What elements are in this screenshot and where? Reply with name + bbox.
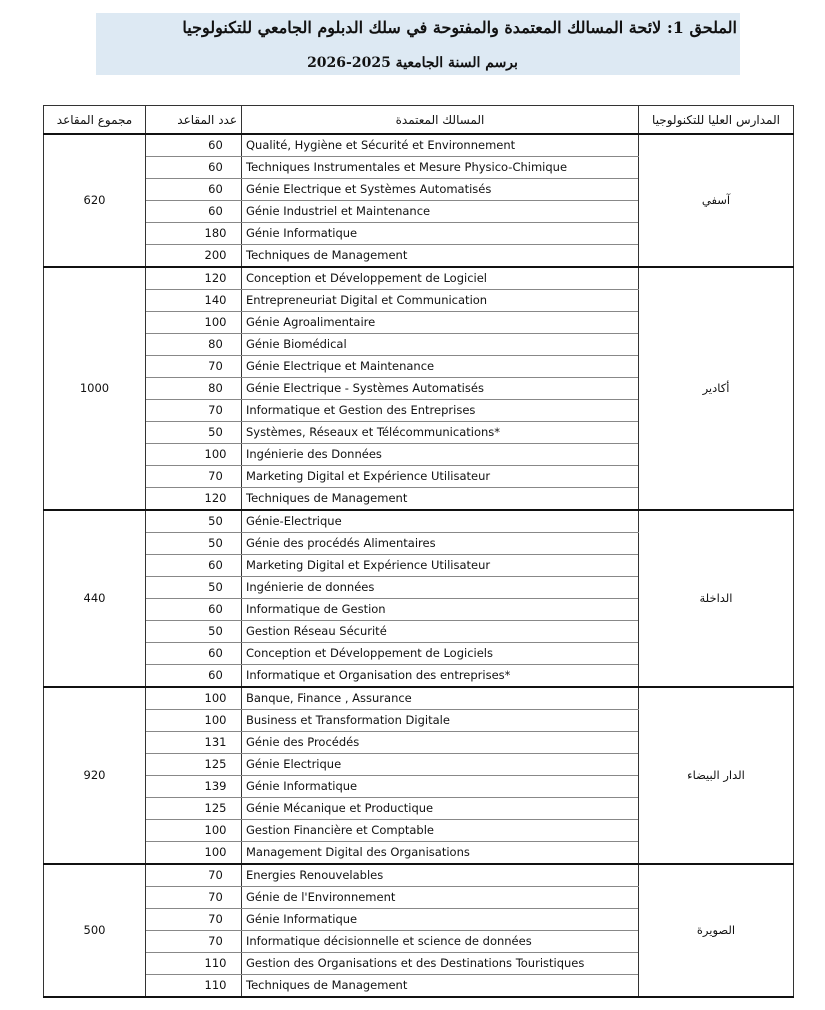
document-subtitle: برسم السنة الجامعية 2025-2026 (307, 55, 518, 71)
program-name: Gestion des Organisations et des Destinations Touristiques (242, 953, 639, 975)
program-seats: 125 (146, 754, 242, 776)
program-name: Qualité, Hygiène et Sécurité et Environnement (242, 134, 639, 157)
program-seats: 110 (146, 953, 242, 975)
program-seats: 100 (146, 687, 242, 710)
program-seats: 120 (146, 267, 242, 290)
program-seats: 50 (146, 577, 242, 599)
programs-table (43, 105, 794, 998)
program-seats: 70 (146, 466, 242, 488)
program-seats: 50 (146, 621, 242, 643)
program-seats: 120 (146, 488, 242, 511)
program-seats: 70 (146, 887, 242, 909)
program-seats: 80 (146, 334, 242, 356)
program-name: Marketing Digital et Expérience Utilisateur (242, 555, 639, 577)
school-name: آسفي (639, 134, 794, 267)
program-name: Informatique de Gestion (242, 599, 639, 621)
column-header-schools: المدارس العليا للتكنولوجيا (639, 106, 794, 135)
group-total-seats: 500 (44, 864, 146, 997)
program-seats: 60 (146, 201, 242, 223)
program-name: Business et Transformation Digitale (242, 710, 639, 732)
program-seats: 70 (146, 931, 242, 953)
table-header-row (44, 106, 794, 135)
program-name: Informatique et Gestion des Entreprises (242, 400, 639, 422)
table-row (44, 134, 794, 157)
table-body (44, 134, 794, 997)
program-name: Génie Agroalimentaire (242, 312, 639, 334)
program-name: Génie-Electrique (242, 510, 639, 533)
school-name: أكادير (639, 267, 794, 510)
program-name: Génie des Procédés (242, 732, 639, 754)
column-header-programs: المسالك المعتمدة (242, 106, 639, 135)
program-name: Génie Mécanique et Productique (242, 798, 639, 820)
program-name: Génie de l'Environnement (242, 887, 639, 909)
program-name: Génie Electrique (242, 754, 639, 776)
program-name: Informatique et Organisation des entreprises* (242, 665, 639, 688)
program-name: Génie Industriel et Maintenance (242, 201, 639, 223)
program-name: Génie Biomédical (242, 334, 639, 356)
group-total-seats: 620 (44, 134, 146, 267)
program-seats: 110 (146, 975, 242, 998)
program-name: Génie Electrique - Systèmes Automatisés (242, 378, 639, 400)
program-seats: 60 (146, 643, 242, 665)
program-seats: 100 (146, 820, 242, 842)
group-total-seats: 920 (44, 687, 146, 864)
program-seats: 60 (146, 134, 242, 157)
program-seats: 180 (146, 223, 242, 245)
school-name: الصويرة (639, 864, 794, 997)
document-title: الملحق 1: لائحة المسالك المعتمدة والمفتوحة في سلك الدبلوم الجامعي للتكنولوجيا (182, 18, 737, 37)
program-seats: 60 (146, 665, 242, 688)
column-header-total-seats: مجموع المقاعد (44, 106, 146, 135)
program-seats: 100 (146, 710, 242, 732)
program-name: Informatique décisionnelle et science de données (242, 931, 639, 953)
program-name: Conception et Développement de Logiciel (242, 267, 639, 290)
program-seats: 140 (146, 290, 242, 312)
table-row (44, 687, 794, 710)
program-name: Marketing Digital et Expérience Utilisateur (242, 466, 639, 488)
table-row (44, 864, 794, 887)
program-name: Ingénierie des Données (242, 444, 639, 466)
table-row (44, 510, 794, 533)
program-seats: 125 (146, 798, 242, 820)
program-name: Génie Electrique et Systèmes Automatisés (242, 179, 639, 201)
program-seats: 70 (146, 864, 242, 887)
program-name: Ingénierie de données (242, 577, 639, 599)
column-header-seats: عدد المقاعد (146, 106, 242, 135)
program-seats: 70 (146, 356, 242, 378)
program-name: Systèmes, Réseaux et Télécommunications* (242, 422, 639, 444)
program-name: Energies Renouvelables (242, 864, 639, 887)
program-seats: 80 (146, 378, 242, 400)
program-seats: 131 (146, 732, 242, 754)
program-seats: 60 (146, 157, 242, 179)
program-name: Techniques Instrumentales et Mesure Physico-Chimique (242, 157, 639, 179)
program-name: Génie Informatique (242, 909, 639, 931)
program-name: Management Digital des Organisations (242, 842, 639, 865)
program-name: Banque, Finance , Assurance (242, 687, 639, 710)
program-name: Techniques de Management (242, 245, 639, 268)
program-name: Gestion Financière et Comptable (242, 820, 639, 842)
program-name: Génie Electrique et Maintenance (242, 356, 639, 378)
program-name: Génie Informatique (242, 223, 639, 245)
program-seats: 70 (146, 909, 242, 931)
program-name: Conception et Développement de Logiciels (242, 643, 639, 665)
program-seats: 100 (146, 842, 242, 865)
group-total-seats: 1000 (44, 267, 146, 510)
program-name: Techniques de Management (242, 488, 639, 511)
program-name: Entrepreneuriat Digital et Communication (242, 290, 639, 312)
school-name: الداخلة (639, 510, 794, 687)
program-seats: 60 (146, 555, 242, 577)
program-seats: 200 (146, 245, 242, 268)
program-seats: 50 (146, 422, 242, 444)
program-seats: 70 (146, 400, 242, 422)
group-total-seats: 440 (44, 510, 146, 687)
program-name: Génie Informatique (242, 776, 639, 798)
program-name: Génie des procédés Alimentaires (242, 533, 639, 555)
program-seats: 60 (146, 599, 242, 621)
program-seats: 60 (146, 179, 242, 201)
program-seats: 50 (146, 510, 242, 533)
school-name: الدار البيضاء (639, 687, 794, 864)
program-seats: 139 (146, 776, 242, 798)
program-seats: 100 (146, 312, 242, 334)
program-name: Gestion Réseau Sécurité (242, 621, 639, 643)
program-seats: 100 (146, 444, 242, 466)
table-row (44, 267, 794, 290)
program-name: Techniques de Management (242, 975, 639, 998)
program-seats: 50 (146, 533, 242, 555)
